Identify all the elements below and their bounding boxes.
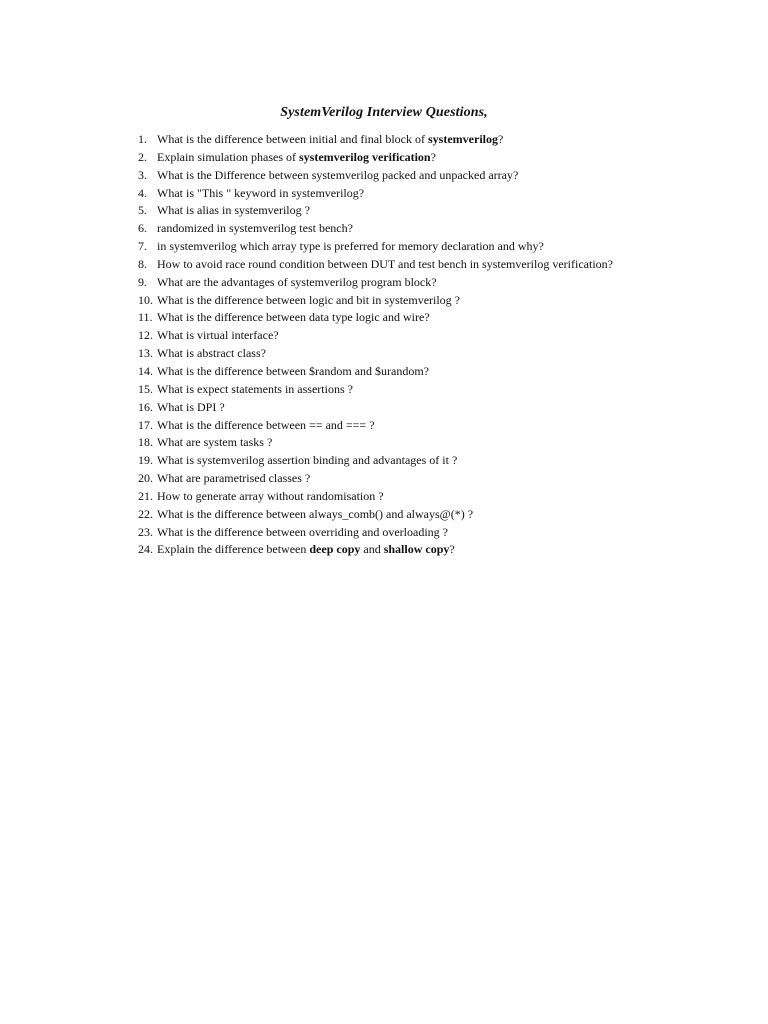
question-text-segment: How to avoid race round condition between DUT and test bench in systemverilog verification?	[157, 256, 613, 271]
question-item	[138, 185, 698, 203]
question-number: 9.	[138, 274, 147, 289]
question-number: 18.	[138, 435, 153, 450]
question-item	[138, 452, 698, 470]
question-text	[157, 470, 310, 488]
question-text-emphasis: deep copy	[309, 542, 361, 557]
question-number: 24.	[138, 542, 153, 557]
question-text	[157, 506, 473, 524]
question-text	[157, 524, 448, 542]
question-item	[138, 167, 698, 185]
question-text-segment: randomized in systemverilog test bench?	[157, 221, 353, 236]
question-number: 17.	[138, 417, 153, 432]
question-number: 2.	[138, 149, 147, 164]
question-text-segment: What is the difference between always_comb() and always@(*) ?	[157, 506, 474, 521]
question-text	[157, 220, 353, 238]
question-item	[138, 256, 698, 274]
question-text	[157, 292, 460, 310]
question-text	[157, 399, 225, 417]
question-text-segment: ?	[430, 149, 436, 164]
question-number: 4.	[138, 185, 147, 200]
question-item	[138, 434, 698, 452]
question-text-segment: What is virtual interface?	[157, 328, 279, 343]
question-number: 14.	[138, 363, 153, 378]
question-number: 11.	[138, 310, 153, 325]
question-text-segment: in systemverilog which array type is preferred for memory declaration and why?	[157, 239, 544, 254]
question-number: 12.	[138, 328, 153, 343]
question-text	[157, 541, 455, 559]
question-item	[138, 399, 698, 417]
question-number: 15.	[138, 381, 153, 396]
question-item	[138, 470, 698, 488]
question-item	[138, 220, 698, 238]
question-number: 7.	[138, 239, 147, 254]
question-item	[138, 417, 698, 435]
question-text	[157, 434, 272, 452]
question-number: 3.	[138, 167, 147, 182]
question-text-segment: What are parametrised classes ?	[157, 471, 311, 486]
question-text	[157, 327, 279, 345]
question-number: 16.	[138, 399, 153, 414]
question-item	[138, 274, 698, 292]
question-text-segment: ?	[498, 132, 504, 146]
question-item	[138, 541, 698, 559]
question-number: 5.	[138, 203, 147, 218]
question-text-segment: What is the difference between logic and bit in systemverilog ?	[157, 292, 461, 307]
question-text	[157, 309, 430, 327]
question-text	[157, 149, 436, 167]
question-text-segment: What are system tasks ?	[157, 435, 273, 450]
question-item	[138, 292, 698, 310]
question-item	[138, 381, 698, 399]
question-number: 8.	[138, 256, 147, 271]
question-number: 10.	[138, 292, 153, 307]
question-text-segment: What is the difference between overriding and overloading ?	[157, 524, 448, 539]
question-item	[138, 524, 698, 542]
question-text-segment: What is abstract class?	[157, 346, 266, 361]
question-text	[157, 345, 266, 363]
question-text-segment: Explain simulation phases of	[157, 149, 299, 164]
question-number: 22.	[138, 506, 153, 521]
question-text-segment: What are the advantages of systemverilog program block?	[157, 274, 437, 289]
question-text	[157, 363, 429, 381]
question-list	[138, 131, 698, 559]
question-item	[138, 327, 698, 345]
question-text-segment: What is the Difference between systemverilog packed and unpacked array?	[157, 167, 519, 182]
question-item	[138, 309, 698, 327]
question-text	[157, 256, 613, 274]
question-number: 19.	[138, 453, 153, 468]
question-text-segment: What is the difference between $random and $urandom?	[157, 363, 430, 378]
question-text	[157, 381, 353, 399]
question-item	[138, 238, 698, 256]
question-number: 6.	[138, 221, 147, 236]
question-text	[157, 488, 384, 506]
question-text	[157, 274, 437, 292]
question-text-segment: What is alias in systemverilog ?	[157, 203, 310, 218]
question-number: 21.	[138, 488, 153, 503]
question-text-segment: Explain the difference between	[157, 542, 310, 557]
question-item	[138, 202, 698, 220]
question-text	[157, 131, 503, 149]
question-text	[157, 202, 310, 220]
question-text	[157, 452, 457, 470]
question-text-emphasis: systemverilog	[428, 132, 498, 146]
question-text-segment: What is systemverilog assertion binding and advantages of it ?	[157, 453, 458, 468]
question-number: 20.	[138, 471, 153, 486]
question-text-segment: What is the difference between == and === ?	[157, 417, 375, 432]
question-item	[138, 506, 698, 524]
question-item	[138, 149, 698, 167]
question-text-segment: What is the difference between initial and final block of	[157, 132, 429, 146]
question-item	[138, 131, 698, 149]
question-text-segment: and	[360, 542, 384, 557]
question-text-segment: What is the difference between data type logic and wire?	[157, 310, 430, 325]
question-text-emphasis: systemverilog verification	[298, 149, 431, 164]
question-text	[157, 167, 518, 185]
question-text	[157, 185, 364, 203]
question-number: 23.	[138, 524, 153, 539]
question-number: 1.	[138, 132, 147, 146]
question-text-emphasis: shallow copy	[383, 542, 450, 557]
question-text	[157, 417, 375, 435]
question-text-segment: What is "This " keyword in systemverilog?	[157, 185, 365, 200]
question-text-segment: How to generate array without randomisation ?	[157, 488, 384, 503]
question-number: 13.	[138, 346, 153, 361]
question-text-segment: ?	[449, 542, 455, 557]
question-text-segment: What is expect statements in assertions ?	[157, 381, 353, 396]
question-text-segment: What is DPI ?	[157, 399, 225, 414]
question-item	[138, 345, 698, 363]
question-item	[138, 363, 698, 381]
question-item	[138, 488, 698, 506]
document-title: SystemVerilog Interview Questions,	[280, 105, 488, 120]
question-text	[157, 238, 544, 256]
